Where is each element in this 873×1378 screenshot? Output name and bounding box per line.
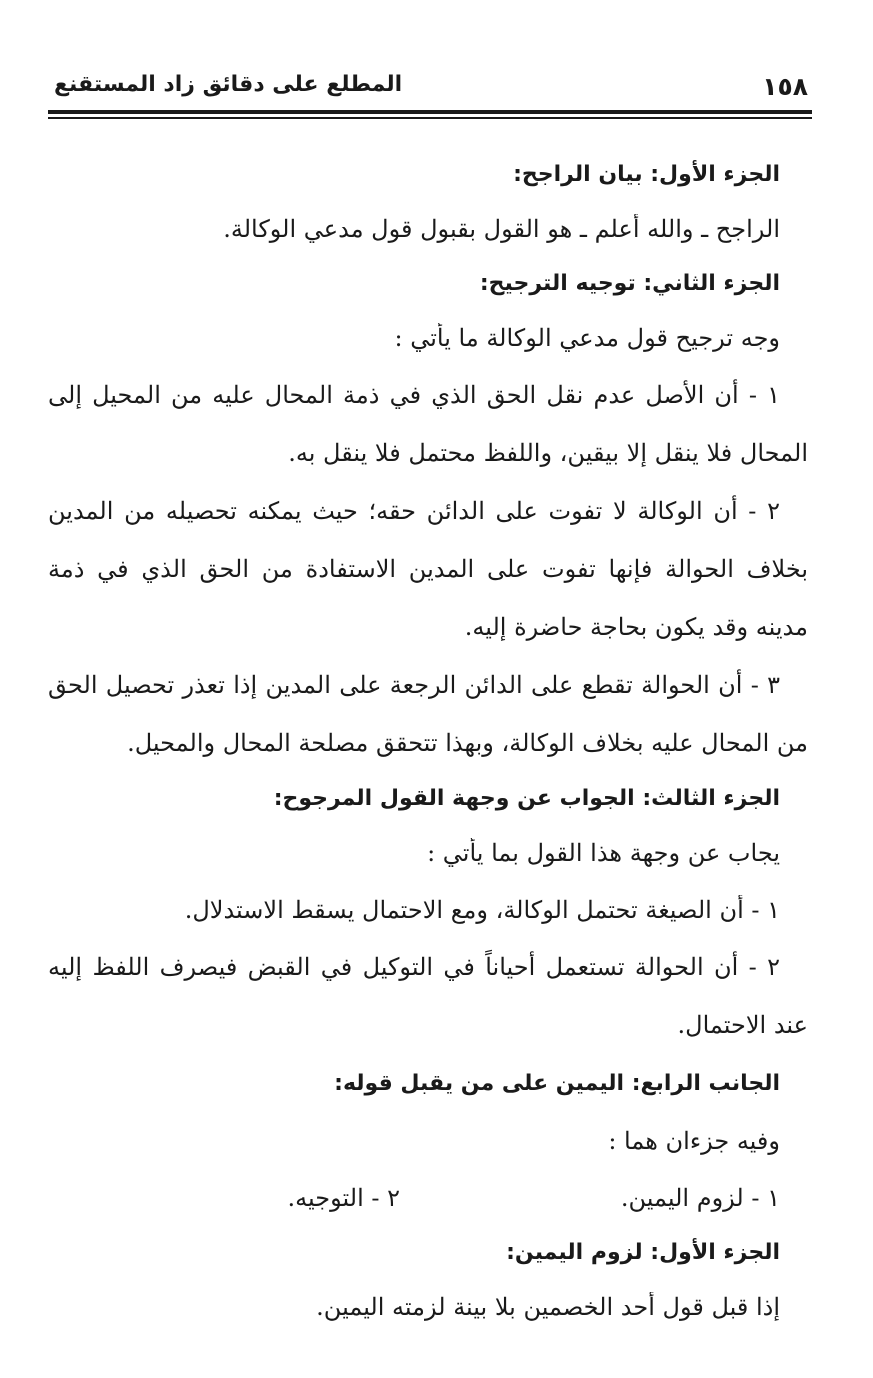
header-rule-thin — [48, 117, 812, 119]
paragraph-reason-2: ٢ - أن الوكالة لا تفوت على الدائن حقه؛ حيث يمكنه تحصيله من المدين بخلاف الحوالة فإنها تفوت على المدين الاستفادة من الحق الذي في ذمة مدينه وقد يكون بحاجة حاضرة إليه. — [48, 497, 808, 641]
paragraph-preponderant: الراجح ـ والله أعلم ـ هو القول بقبول قول مدعي الوكالة. — [223, 214, 780, 243]
heading-aspect-four: الجانب الرابع: اليمين على من يقبل قوله: — [334, 1070, 780, 1096]
heading-part-one: الجزء الأول: بيان الراجح: — [513, 161, 780, 187]
list-item-2: ٢ - التوجيه. — [287, 1183, 400, 1212]
paragraph-intro-reasons: وجه ترجيح قول مدعي الوكالة ما يأتي : — [394, 323, 780, 352]
running-title: المطلع على دقائق زاد المستقنع — [54, 72, 403, 97]
page-header — [48, 66, 812, 110]
paragraph-answer-1: ١ - أن الصيغة تحتمل الوكالة، ومع الاحتمال يسقط الاستدلال. — [184, 895, 780, 924]
paragraph-reason-3: ٣ - أن الحوالة تقطع على الدائن الرجعة على المدين إذا تعذر تحصيل الحق من المحال عليه بخلاف الوكالة، وبهذا تتحقق مصلحة المحال والمحيل. — [48, 671, 808, 757]
list-item-1: ١ - لزوم اليمين. — [620, 1183, 780, 1212]
page-number: ١٥٨ — [762, 72, 808, 101]
paragraph-answer-2: ٢ - أن الحوالة تستعمل أحياناً في التوكيل في القبض فيصرف اللفظ إليه عند الاحتمال. — [48, 953, 808, 1039]
heading-oath-requirement: الجزء الأول: لزوم اليمين: — [506, 1239, 780, 1265]
paragraph-answer-intro: يجاب عن وجهة هذا القول بما يأتي : — [427, 838, 780, 867]
paragraph-reason-1: ١ - أن الأصل عدم نقل الحق الذي في ذمة المحال عليه من المحيل إلى المحال فلا ينقل إلا بيقين، واللفظ محتمل فلا ينقل به. — [48, 381, 808, 467]
heading-part-three: الجزء الثالث: الجواب عن وجهة القول المرجوح: — [273, 785, 780, 811]
heading-part-two: الجزء الثاني: توجيه الترجيح: — [479, 270, 780, 296]
header-rule-thick — [48, 110, 812, 114]
paragraph-two-parts: وفيه جزءان هما : — [608, 1126, 780, 1155]
page-body — [48, 148, 808, 1335]
paragraph-oath: إذا قبل قول أحد الخصمين بلا بينة لزمته اليمين. — [316, 1292, 780, 1321]
